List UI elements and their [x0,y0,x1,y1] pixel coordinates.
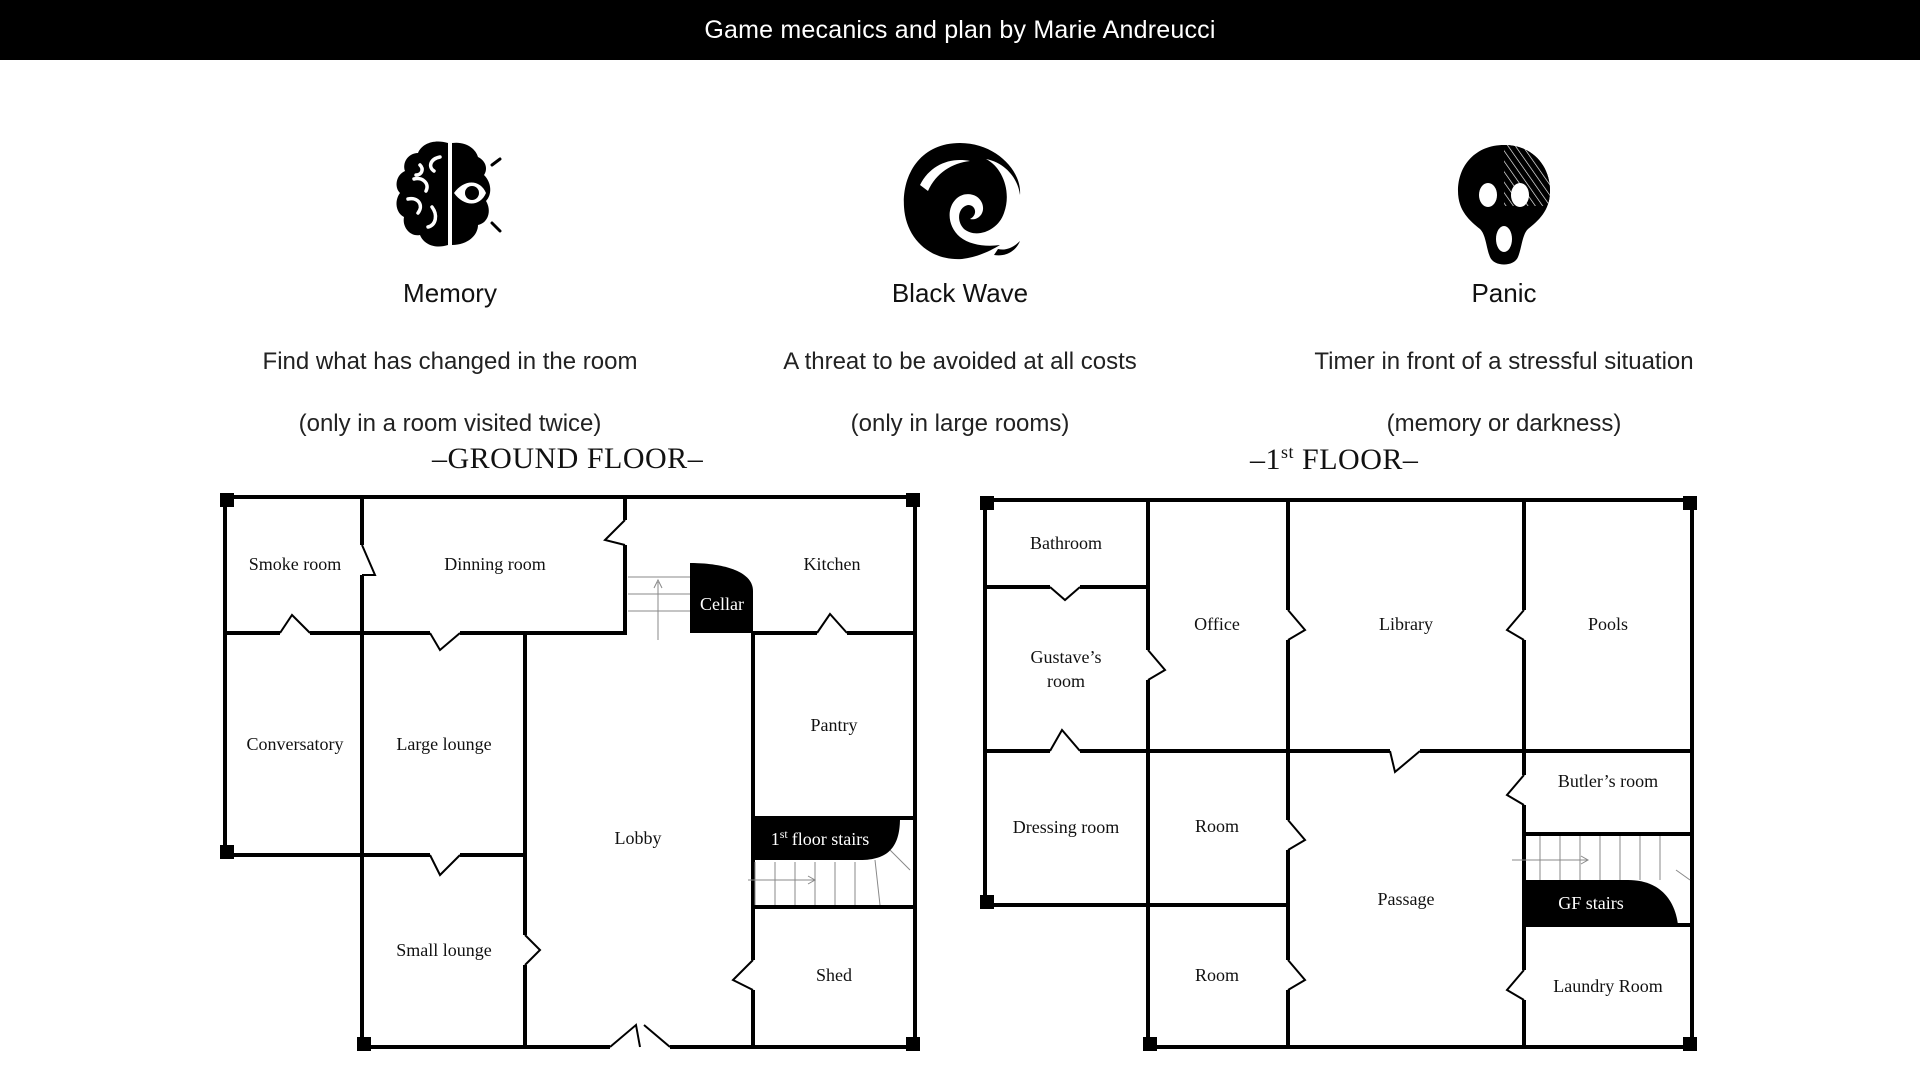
mechanic-desc-line: Find what has changed in the room [262,348,638,375]
ground-floor-title: –GROUND FLOOR– [432,442,704,475]
room-smoke-room: Smoke room [248,554,342,574]
room-first-floor-stairs: 1st floor stairs [770,827,870,849]
room-large-lounge: Large lounge [396,734,492,754]
first-floor-title: –1st FLOOR– [1250,442,1419,476]
room-shed: Shed [816,965,852,985]
room-dinning-room: Dinning room [444,554,546,574]
ground-floor-title-text: GROUND FLOOR [447,442,688,475]
room-gf-stairs: GF stairs [1558,893,1624,913]
room-lobby: Lobby [614,828,662,848]
mechanic-name: Memory [403,278,497,308]
mechanic-name: Black Wave [891,278,1029,308]
room-conversatory: Conversatory [246,734,344,754]
mechanic-name: Panic [1471,278,1537,308]
room-office: Office [1194,614,1240,634]
room-gustaves-room-line2: room [1047,671,1085,691]
first-floor-title-text: FLOOR [1302,443,1403,476]
room-room-b: Room [1194,965,1240,985]
room-passage: Passage [1377,889,1435,909]
room-pantry: Pantry [810,715,858,735]
mechanic-desc-line: A threat to be avoided at all costs [783,348,1137,375]
room-room-a: Room [1194,816,1240,836]
room-kitchen: Kitchen [803,554,861,574]
mechanic-desc-line: (only in a room visited twice) [298,410,602,437]
room-pools: Pools [1587,614,1629,634]
room-dressing-room: Dressing room [1012,817,1120,837]
page-title: Game mecanics and plan by Marie Andreucci [704,15,1216,44]
room-small-lounge: Small lounge [396,940,492,960]
room-butlers-room: Butler’s room [1557,771,1659,791]
room-laundry-room: Laundry Room [1553,976,1663,996]
room-library: Library [1379,614,1433,634]
first-floor-title-num: 1 [1265,443,1281,476]
mechanic-desc-line: (only in large rooms) [850,410,1070,437]
room-cellar: Cellar [700,594,744,614]
mechanic-desc-line: (memory or darkness) [1386,410,1622,437]
room-gustaves-room-line1: Gustave’s [1030,647,1102,667]
room-bathroom: Bathroom [1030,533,1102,553]
ground-floor-plan [225,497,915,1047]
mechanic-desc-line: Timer in front of a stressful situation [1314,348,1694,375]
first-floor-title-sup: st [1281,442,1295,462]
